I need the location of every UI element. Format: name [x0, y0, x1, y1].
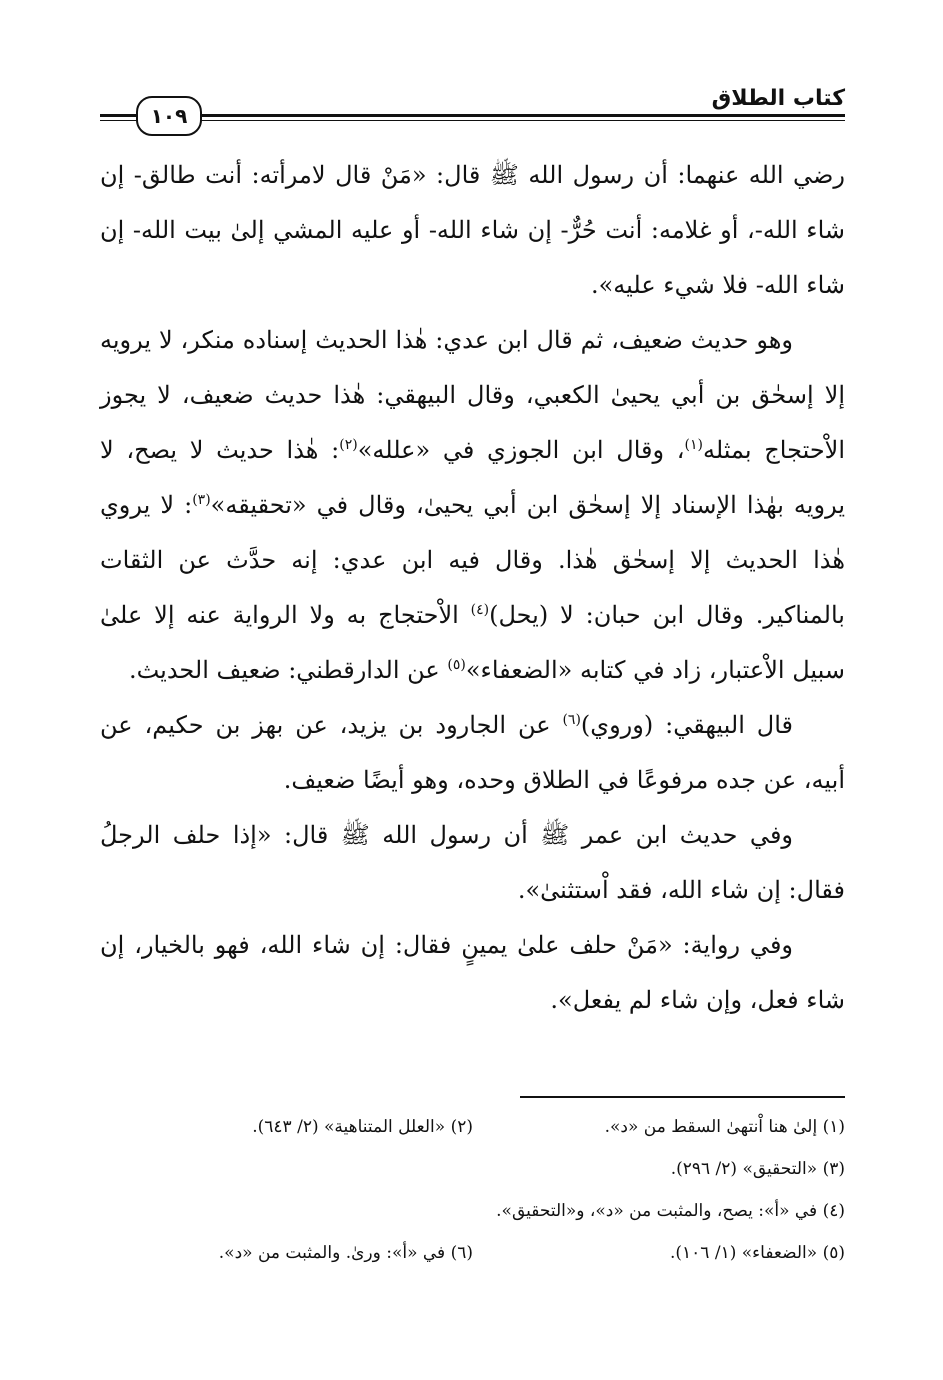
header-rule-left-thin [100, 120, 138, 121]
text-run: عن الدارقطني: ضعيف الحديث. [128, 656, 448, 684]
footnote-row [100, 1232, 845, 1274]
footnote-row [100, 1148, 845, 1190]
footnote: (٢) «العلل المتناهية» (٢/ ٦٤٣). [252, 1117, 473, 1137]
paragraph: وفي رواية: «مَنْ حلف علىٰ يمينٍ فقال: إن شاء الله، فهو بالخيار، إن شاء فعل، وإن شاء لم يفعل». [100, 931, 845, 1014]
footnote: (٦) في «أ»: ورىٰ. والمثبت من «د». [218, 1243, 473, 1263]
footnote: (١) إلىٰ هنا اْنتهىٰ السقط من «د». [604, 1117, 845, 1137]
footnote-row [100, 1190, 845, 1232]
footnote-ref: (٣) [192, 492, 211, 508]
footnote: (٥) «الضعفاء» (١/ ١٠٦). [669, 1243, 845, 1263]
header-rule-thin [195, 120, 845, 121]
footnotes [100, 1106, 845, 1274]
paragraph: رضي الله عنهما: أن رسول الله ﷺ قال: «مَنْ قال لامرأته: أنت طالق- إن شاء الله-، أو غلامه: أنت حُرٌّ- إن شاء الله- أو عليه المشي إلىٰ بيت الله- إن شاء الله- فلا شيء عليه». [100, 161, 845, 299]
footnote-ref: (١) [684, 437, 703, 453]
header-rule-left [100, 114, 138, 117]
footnote: (٤) في «أ»: يصح، والمثبت من «د»، و«التحقيق». [496, 1201, 845, 1221]
text-run: : لا يروي هٰذا الحديث إلا إسحٰق هٰذا. وقال فيه ابن عدي: إنه حدَّث عن الثقات بالمناكير. وقال ابن حبان: لا (يحل) [100, 491, 845, 629]
text-run: قال البيهقي: (وروي) [580, 711, 793, 739]
text-run: عن الجارود بن يزيد، عن بهز بن حكيم، عن أبيه، عن جده مرفوعًا في الطلاق وحده، وهو أيضًا ضعيف. [100, 711, 845, 794]
paragraph [100, 313, 845, 698]
footnote: (٣) «التحقيق» (٢/ ٢٩٦). [670, 1159, 845, 1179]
header-rule-thick [195, 114, 845, 117]
page-number: ١٠٩ [136, 96, 202, 136]
main-text [100, 148, 845, 1028]
page-header [100, 80, 845, 130]
footnote-row [100, 1106, 845, 1148]
footnote-ref: (٦) [562, 712, 581, 728]
text-run: الاْحتجاج به ولا الرواية عنه إلا علىٰ سبيل الاْعتبار، زاد في كتابه «الضعفاء» [100, 601, 845, 684]
text-run: : هٰذا حديث لا يصح، لا يرويه بهٰذا الإسناد إلا إسحٰق ابن أبي يحيىٰ، وقال في «تحقيقه» [100, 436, 845, 519]
footnote-ref: (٢) [339, 437, 358, 453]
text-run: وهو حديث ضعيف، ثم قال ابن عدي: هٰذا الحديث إسناده منكر، لا يرويه إلا إسحٰق بن أبي يحيىٰ الكعبي، وقال البيهقي: هٰذا حديث ضعيف، لا يجوز الاْحتجاج بمثله [100, 326, 846, 464]
text-run: ، وقال ابن الجوزي في «علله» [357, 436, 685, 464]
paragraph [100, 698, 845, 808]
footnote-ref: (٤) [470, 602, 490, 618]
running-title: كتاب الطلاق [711, 86, 845, 111]
footnote-separator [520, 1096, 845, 1098]
paragraph: وفي حديث ابن عمر ﷺ أن رسول الله ﷺ قال: «إذا حلف الرجلُ فقال: إن شاء الله، فقد اْستثنىٰ». [100, 821, 845, 904]
footnote-ref: (٥) [447, 657, 466, 673]
